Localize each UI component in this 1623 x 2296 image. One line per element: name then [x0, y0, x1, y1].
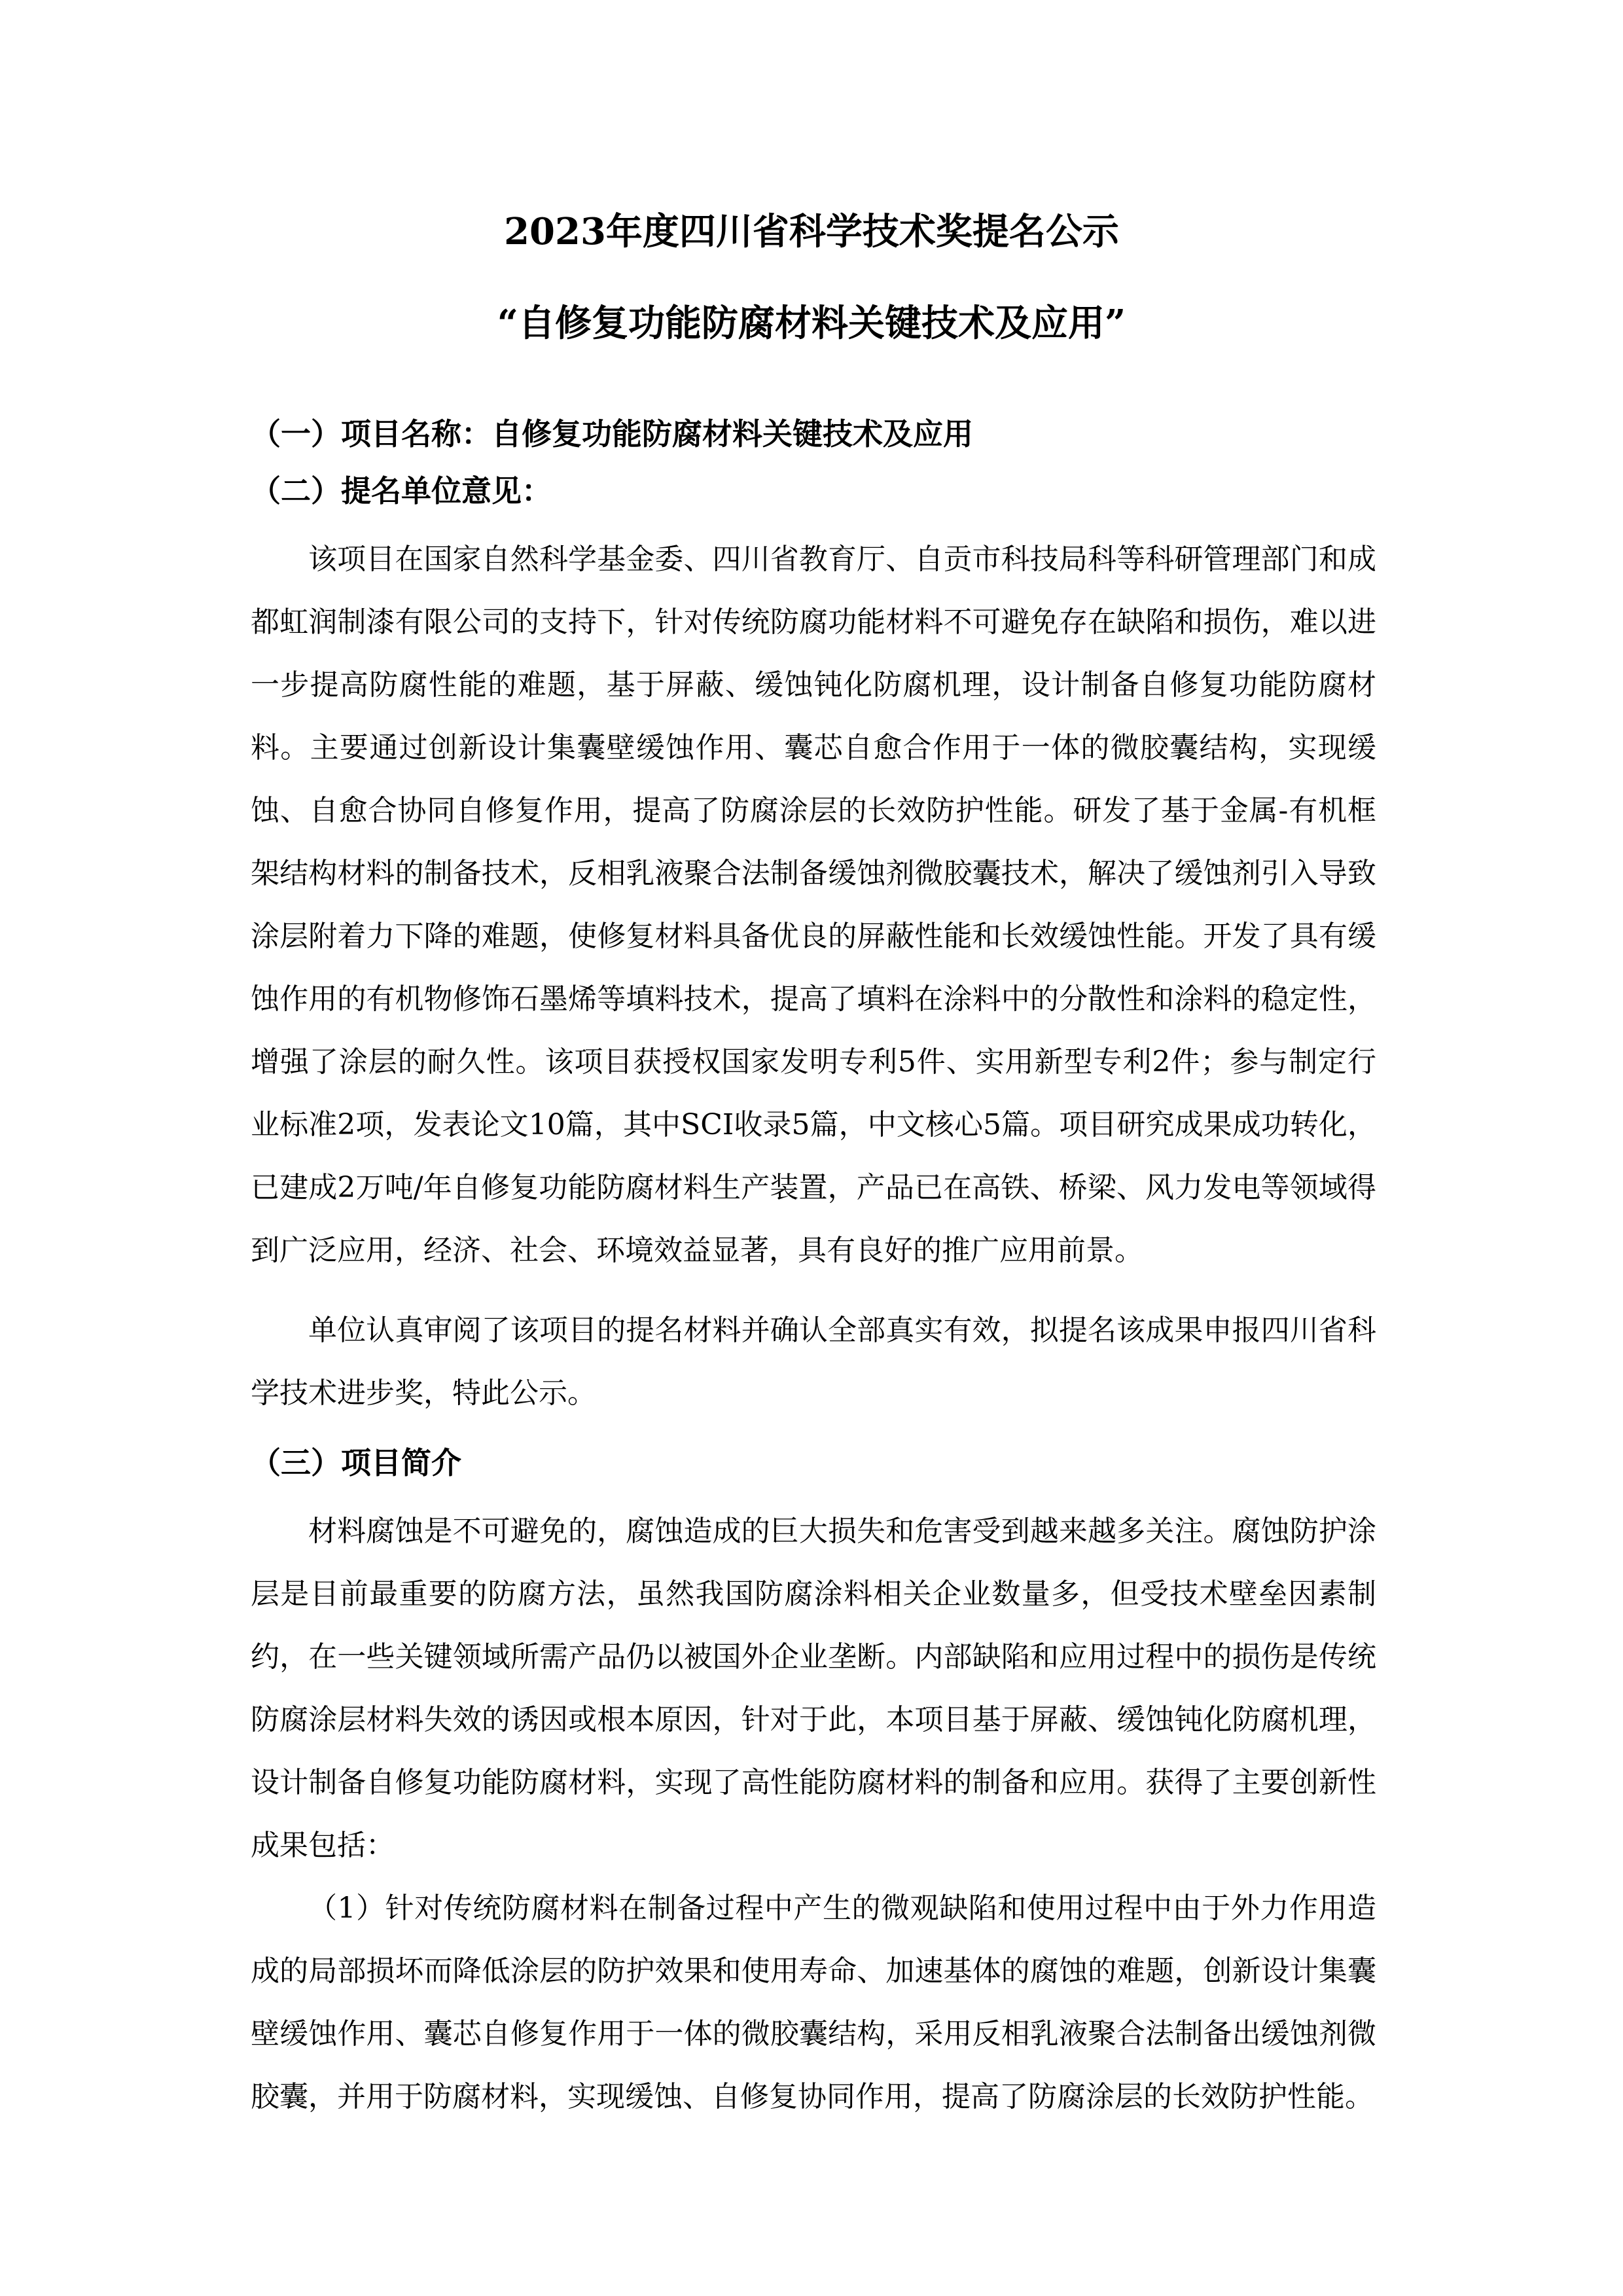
- document-body: [251, 414, 1376, 2128]
- innovation-item-1-paragraph: （1）针对传统防腐材料在制备过程中产生的微观缺陷和使用过程中由于外力作用造成的局部损坏而降低涂层的防护效果和使用寿命、加速基体的腐蚀的难题，创新设计集囊壁缓蚀作用、囊芯自修复作用于一体的微胶囊结构，采用反相乳液聚合法制备出缓蚀剂微胶囊，并用于防腐材料，实现缓蚀、自修复协同作用，提高了防腐涂层的长效防护性能。: [251, 1892, 1376, 2113]
- nomination-confirmation-paragraph: 单位认真审阅了该项目的提名材料并确认全部真实有效，拟提名该成果申报四川省科学技术进步奖，特此公示。: [251, 1314, 1376, 1410]
- nomination-opinion-paragraph: 该项目在国家自然科学基金委、四川省教育厅、自贡市科技局科等科研管理部门和成都虹润制漆有限公司的支持下，针对传统防腐功能材料不可避免存在缺陷和损伤，难以进一步提高防腐性能的难题，基于屏蔽、缓蚀钝化防腐机理，设计制备自修复功能防腐材料。主要通过创新设计集囊壁缓蚀作用、囊芯自愈合作用于一体的微胶囊结构，实现缓蚀、自愈合协同自修复作用，提高了防腐涂层的长效防护性能。研发了基于金属-有机框架结构材料的制备技术，反相乳液聚合法制备缓蚀剂微胶囊技术，解决了缓蚀剂引入导致涂层附着力下降的难题，使修复材料具备优良的屏蔽性能和长效缓蚀性能。开发了具有缓蚀作用的有机物修饰石墨烯等填料技术，提高了填料在涂料中的分散性和涂料的稳定性，增强了涂层的耐久性。该项目获授权国家发明专利5件、实用新型专利2件；参与制定行业标准2项，发表论文10篇，其中SCI收录5篇，中文核心5篇。项目研究成果成功转化，已建成2万吨/年自修复功能防腐材料生产装置，产品已在高铁、桥梁、风力发电等领域得到广泛应用，经济、社会、环境效益显著，具有良好的推广应用前景。: [251, 543, 1376, 1267]
- document-title: 2023年度四川省科学技术奖提名公示: [504, 210, 1119, 253]
- document-subtitle: “自修复功能防腐材料关键技术及应用”: [497, 302, 1126, 345]
- section-heading-project-summary: （三）项目简介: [251, 1445, 461, 1480]
- project-summary-paragraph: 材料腐蚀是不可避免的，腐蚀造成的巨大损失和危害受到越来越多关注。腐蚀防护涂层是目前最重要的防腐方法，虽然我国防腐涂料相关企业数量多，但受技术壁垒因素制约，在一些关键领域所需产品仍以被国外企业垄断。内部缺陷和应用过程中的损伤是传统防腐涂层材料失效的诱因或根本原因，针对于此，本项目基于屏蔽、缓蚀钝化防腐机理，设计制备自修复功能防腐材料，实现了高性能防腐材料的制备和应用。获得了主要创新性成果包括：: [251, 1515, 1376, 1862]
- section-heading-nomination-opinion: （二）提名单位意见：: [251, 473, 552, 509]
- section-heading-project-name: （一）项目名称：自修复功能防腐材料关键技术及应用: [251, 416, 973, 452]
